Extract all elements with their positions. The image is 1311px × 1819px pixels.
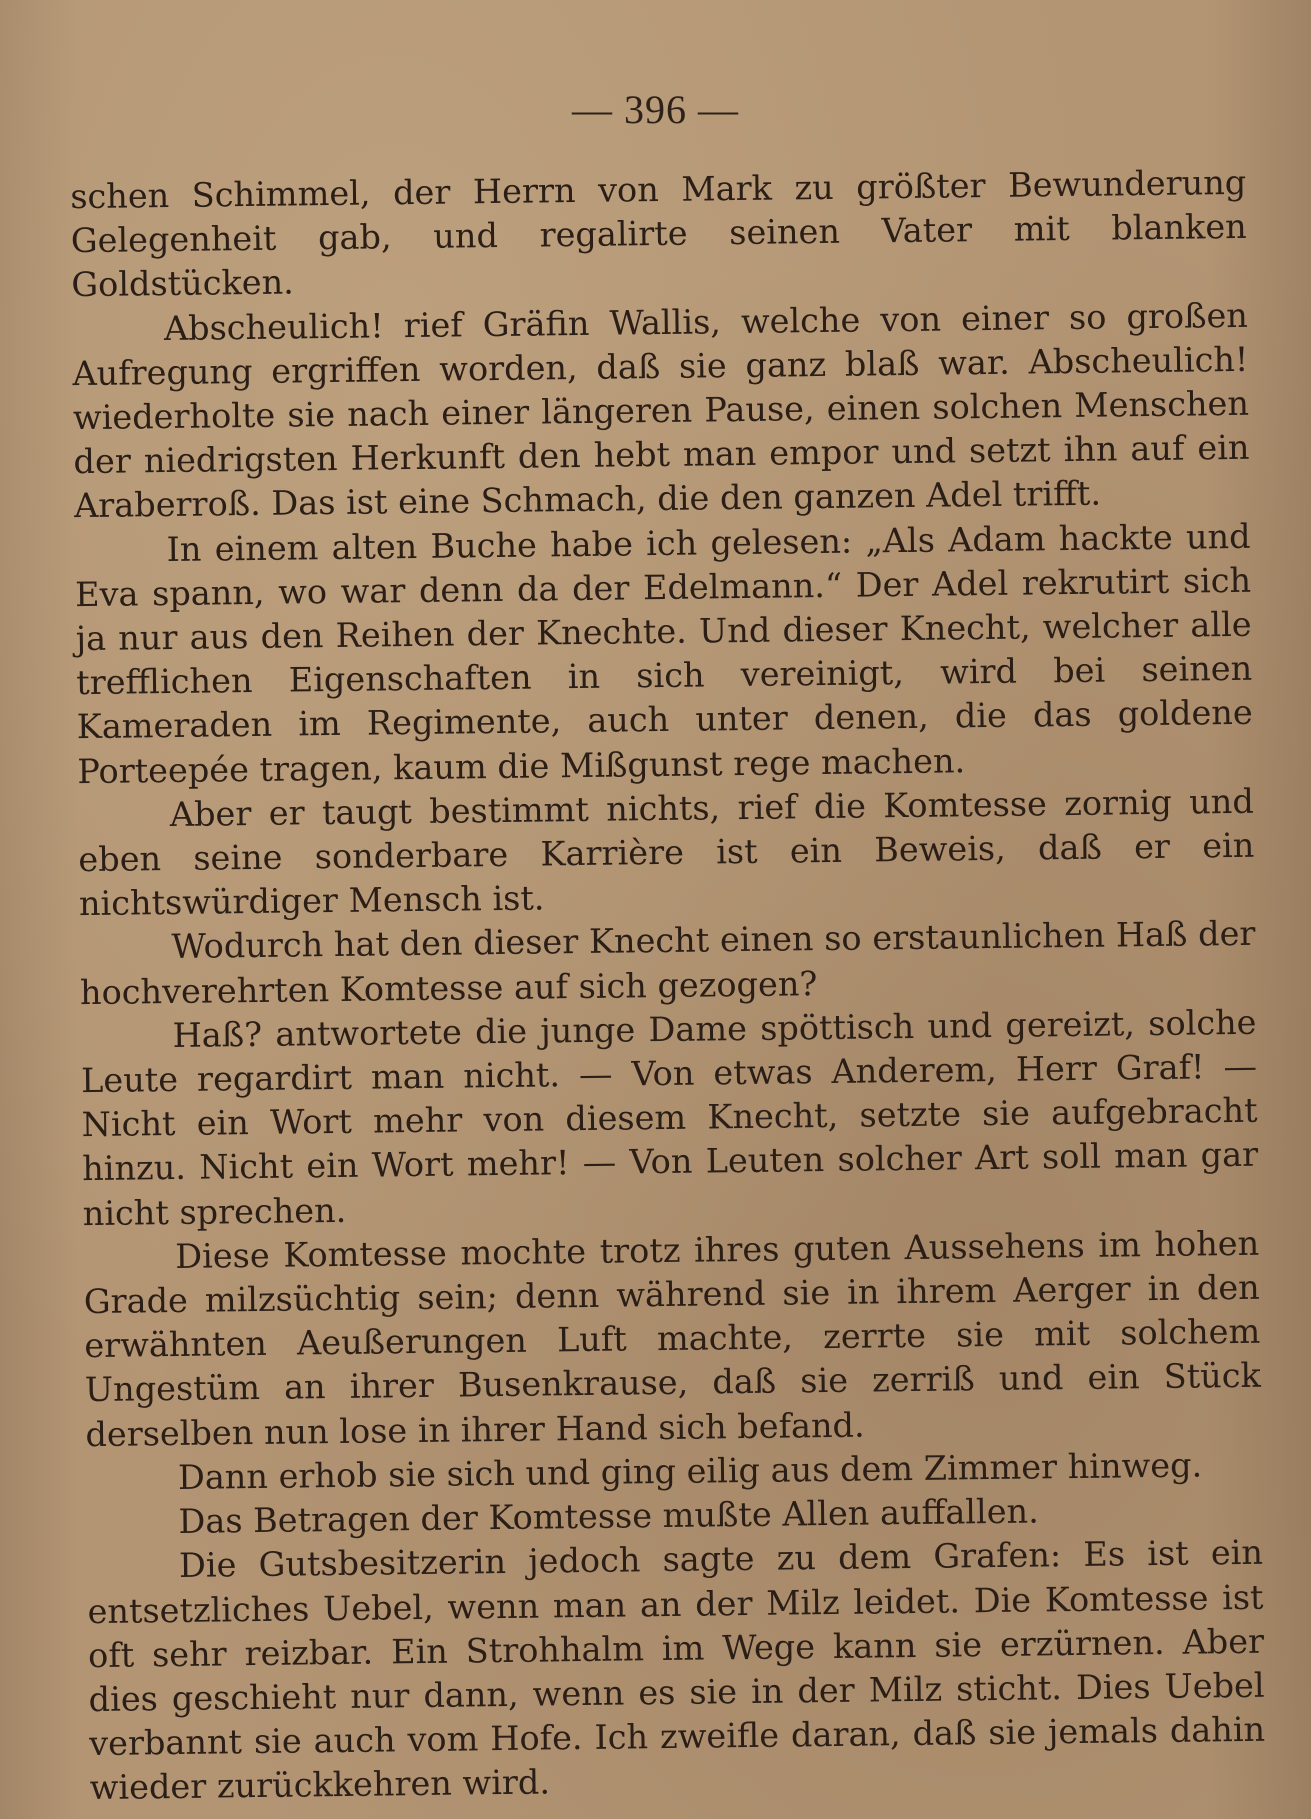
paragraph-6: Haß? antwortete die junge Dame spöttisch und gereizt, solche Leute regardirt man nicht. — Von etwas Anderem, Herr Graf! — Nicht ein Wort mehr von diesem Knecht, setzte sie aufgebracht hinzu. Nicht ein Wort mehr! — Von Leuten solcher Art soll man gar nicht sprechen.	[80, 1002, 1259, 1233]
paragraph-10: Die Gutsbesitzerin jedoch sagte zu dem Grafen: Es ist ein entsetzliches Uebel, wenn man an der Milz leidet. Die Komtesse ist oft sehr reizbar. Ein Strohhalm im Wege kann sie erzürnen. Aber dies geschieht nur dann, wenn es sie in der Milz sticht. Dies Uebel verbannt sie auch vom Hofe. Ich zweifle daran, daß sie jemals dahin wieder zurückkehren wird.	[87, 1533, 1266, 1808]
paragraph-9: Das Betragen der Komtesse mußte Allen auffallen.	[178, 1491, 1040, 1542]
page-number: — 396 —	[572, 87, 739, 132]
body-text	[70, 161, 1266, 1811]
paragraph-4: Aber er taugt bestimmt nichts, rief die Komtesse zornig und eben seine sonderbare Karrière ist ein Beweis, daß er ein nichtswürdiger Mensch ist.	[78, 781, 1255, 924]
paragraph-5: Wodurch hat den dieser Knecht einen so erstaunlichen Haß der hochverehrten Komtesse auf sich gezogen?	[79, 914, 1256, 1012]
paragraph-3: In einem alten Buche habe ich gelesen: „Als Adam hackte und Eva spann, wo war denn da der Edelmann.“ Der Adel rekrutirt sich ja nur aus den Reihen der Knechte. Und dieser Knecht, welcher alle trefflichen Eigenschaften in sich vereinigt, wird bei seinen Kameraden im Regimente, auch unter denen, die das goldene Porteepée tragen, kaum die Mißgunst rege machen.	[74, 516, 1253, 791]
paragraph-7: Diese Komtesse mochte trotz ihres guten Aussehens im hohen Grade milzsüchtig sein; denn während sie in ihrem Aerger in den erwähnten Aeußerungen Luft machte, zerrte sie mit solchem Ungestüm an ihrer Busenkrause, daß sie zerriß und ein Stück derselben nun lose in ihrer Hand sich befand.	[83, 1223, 1262, 1454]
paragraph-2: Abscheulich! rief Gräfin Wallis, welche von einer so großen Aufregung ergriffen worden, daß sie ganz blaß war. Abscheulich! wiederholte sie nach einer längeren Pause, einen solchen Menschen der niedrigsten Herkunft den hebt man empor und setzt ihn auf ein Araberroß. Das ist eine Schmach, die den ganzen Adel trifft.	[72, 295, 1250, 526]
paragraph-8: Dann erhob sie sich und ging eilig aus dem Zimmer hinweg.	[177, 1445, 1203, 1497]
paragraph-1: schen Schimmel, der Herrn von Mark zu größter Bewunderung Gelegenheit gab, und regalirte seinen Vater mit blanken Goldstücken.	[70, 162, 1247, 305]
